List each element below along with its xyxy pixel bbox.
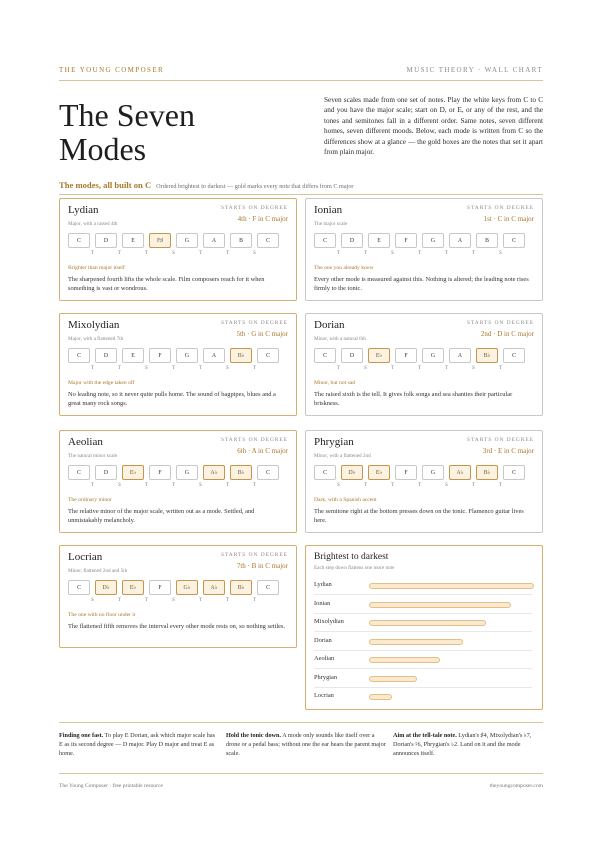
brightness-bar <box>369 602 511 608</box>
brightness-row <box>314 673 532 685</box>
step-label: S <box>364 366 367 371</box>
degree-value: 3rd · E in C major <box>482 447 534 455</box>
brightness-row <box>314 599 532 611</box>
degree-value: 2nd · D in C major <box>480 330 534 338</box>
tip-2: Hold the tonic down. A mode only sounds like itself over a drone or a pedal bass; without one the ear hears the parent major scale. <box>226 732 386 757</box>
mode-desc: Major, with a flattened 7th <box>68 336 124 342</box>
step-label: T <box>418 366 421 371</box>
note-row <box>68 580 279 595</box>
mode-desc: The natural minor scale <box>68 453 118 459</box>
step-label: S <box>172 598 175 603</box>
step-label: S <box>472 366 475 371</box>
step-label: T <box>445 366 448 371</box>
mode-desc: Minor, with a natural 6th <box>314 336 366 342</box>
note-box: D <box>95 465 117 480</box>
brightness-subtitle: Each step down flattens one more note <box>314 565 395 571</box>
tips-rule <box>59 722 543 723</box>
mode-desc: Minor, flattened 2nd and 5th <box>68 568 128 574</box>
note-box: D <box>95 233 117 248</box>
note-box: B <box>476 233 498 248</box>
step-label: T <box>145 598 148 603</box>
step-label: T <box>199 366 202 371</box>
mode-body: No leading note, so it never quite pulls home. The sound of bagpipes, blues and a great many rock songs. <box>68 391 276 407</box>
degree-label: STARTS ON DEGREE <box>220 437 288 443</box>
intro-text: Seven scales made from one set of notes. Play the white keys from C to C and you have the major scale; start on D, or E, or any of the rest, and the tones and semitones fall in a different order. Same notes, seven different homes, seven different moods. Below, each mode is written from C so the differences show at a glance — the gold boxes are the notes that set it apart from plain major. <box>324 96 543 157</box>
note-box: F <box>149 348 171 363</box>
note-box: G <box>176 233 198 248</box>
footer-url: theyoungcomposer.com <box>489 783 543 789</box>
mode-name: Ionian <box>314 204 343 216</box>
mode-card-lydian <box>59 198 297 301</box>
mode-body: The raised sixth is the tell. It gives folk songs and sea shanties their particular briskness. <box>314 391 513 407</box>
note-box: F <box>395 465 417 480</box>
note-box: G♭ <box>176 580 198 595</box>
note-row <box>314 465 525 480</box>
row-divider <box>314 687 532 688</box>
degree-value: 5th · G in C major <box>236 330 288 338</box>
mode-name: Mixolydian <box>68 319 120 331</box>
step-label: S <box>226 366 229 371</box>
note-box: C <box>68 580 90 595</box>
note-row <box>68 465 279 480</box>
mode-body: The sharpened fourth lifts the whole scale. Film composers reach for it when something is vast or wondrous. <box>68 276 265 292</box>
note-box: D♭ <box>341 465 363 480</box>
note-box: C <box>503 348 525 363</box>
step-label: T <box>199 598 202 603</box>
brightness-title: Brightest to darkest <box>314 552 389 562</box>
note-box: A <box>203 348 225 363</box>
brand-label: THE YOUNG COMPOSER <box>59 66 165 74</box>
step-label: T <box>145 251 148 256</box>
note-box: C <box>257 348 279 363</box>
mode-name: Aeolian <box>68 436 103 448</box>
brightness-row <box>314 691 532 703</box>
step-row <box>79 483 268 488</box>
mode-body: The flattened fifth removes the interval every other mode rests on, so nothing settles. <box>68 623 286 630</box>
note-box: G <box>176 465 198 480</box>
tip-1: Finding one fast. To play E Dorian, ask which major scale has E as its second degree — D major. Play D major and treat E as home. <box>59 732 216 757</box>
note-box: A <box>449 233 471 248</box>
row-divider <box>314 613 532 614</box>
footer <box>59 783 543 789</box>
note-row <box>68 233 279 248</box>
note-box: B♭ <box>230 580 252 595</box>
row-divider <box>314 631 532 632</box>
brightness-bar <box>369 657 440 663</box>
note-box: G <box>176 348 198 363</box>
brightness-row <box>314 580 532 592</box>
note-box: E♭ <box>122 580 144 595</box>
mode-tagline: Minor, but not sad <box>314 380 356 386</box>
row-divider <box>314 594 532 595</box>
mode-body: Every other mode is measured against this. Nothing is altered; the leading note rises firmly to the tonic. <box>314 276 529 292</box>
mode-tagline: Major with the edge taken off <box>68 380 135 386</box>
step-label: T <box>391 366 394 371</box>
step-label: T <box>337 366 340 371</box>
mode-name: Lydian <box>68 204 99 216</box>
brightness-bar <box>369 694 392 700</box>
step-label: S <box>445 483 448 488</box>
degree-value: 7th · B in C major <box>236 562 288 570</box>
note-box: B♭ <box>476 465 498 480</box>
note-box: B <box>230 233 252 248</box>
mode-card-dorian <box>305 313 543 416</box>
footer-left: The Young Composer · free printable resource <box>59 783 163 789</box>
note-box: C <box>68 233 90 248</box>
step-row <box>325 366 514 371</box>
note-box: F♯ <box>149 233 171 248</box>
note-box: E♭ <box>368 348 390 363</box>
step-label: T <box>253 483 256 488</box>
note-box: C <box>314 465 336 480</box>
note-box: C <box>314 233 336 248</box>
mode-name: Locrian <box>68 551 103 563</box>
note-box: A <box>449 348 471 363</box>
mode-tagline: The ordinary minor <box>68 497 112 503</box>
step-row <box>325 251 514 256</box>
step-label: T <box>364 251 367 256</box>
note-row <box>314 348 525 363</box>
section-heading: The modes, all built on C Ordered brightest to darkest — gold marks every note that differs from C major <box>59 180 354 190</box>
category-label: MUSIC THEORY · WALL CHART <box>406 66 543 74</box>
note-box: C <box>257 580 279 595</box>
note-box: F <box>395 348 417 363</box>
step-label: S <box>391 251 394 256</box>
step-row <box>79 251 268 256</box>
brightness-mode-label: Aeolian <box>314 655 335 662</box>
step-label: S <box>337 483 340 488</box>
row-divider <box>314 650 532 651</box>
note-box: C <box>314 348 336 363</box>
step-label: T <box>91 483 94 488</box>
step-label: T <box>226 483 229 488</box>
step-label: T <box>91 366 94 371</box>
step-label: T <box>145 483 148 488</box>
mode-tagline: The one you already know <box>314 265 374 271</box>
step-label: T <box>118 598 121 603</box>
note-box: F <box>395 233 417 248</box>
note-box: D♭ <box>95 580 117 595</box>
note-row <box>314 233 525 248</box>
step-label: S <box>253 251 256 256</box>
step-label: T <box>418 483 421 488</box>
note-box: A♭ <box>203 580 225 595</box>
note-box: C <box>503 465 525 480</box>
step-label: T <box>472 483 475 488</box>
note-row <box>68 348 279 363</box>
step-label: S <box>199 483 202 488</box>
note-box: E <box>368 233 390 248</box>
mode-body: The relative minor of the major scale, written out as a mode. Settled, and unmistakably melancholy. <box>68 508 255 524</box>
note-box: B♭ <box>476 348 498 363</box>
step-label: T <box>226 251 229 256</box>
step-label: T <box>337 251 340 256</box>
step-label: T <box>199 251 202 256</box>
step-label: S <box>118 483 121 488</box>
brightness-bar <box>369 620 486 626</box>
note-box: C <box>257 233 279 248</box>
brightness-panel <box>305 545 543 710</box>
degree-label: STARTS ON DEGREE <box>220 205 288 211</box>
note-box: F <box>149 580 171 595</box>
tip-3: Aim at the tell-tale note. Lydian's ♯4, Mixolydian's ♭7, Dorian's ♮6, Phrygian's ♭2. Land on it and the mode announces itself. <box>393 732 532 757</box>
brightness-bar <box>369 583 534 589</box>
step-label: T <box>391 483 394 488</box>
note-box: E <box>122 233 144 248</box>
step-label: T <box>226 598 229 603</box>
brightness-row <box>314 617 532 629</box>
step-label: T <box>172 483 175 488</box>
step-label: T <box>253 598 256 603</box>
degree-label: STARTS ON DEGREE <box>466 320 534 326</box>
row-divider <box>314 668 532 669</box>
degree-label: STARTS ON DEGREE <box>220 552 288 558</box>
note-box: G <box>422 233 444 248</box>
note-box: G <box>422 348 444 363</box>
step-row <box>325 483 514 488</box>
step-label: T <box>499 366 502 371</box>
note-box: D <box>341 348 363 363</box>
step-label: T <box>472 251 475 256</box>
mode-tagline: The one with no floor under it <box>68 612 136 618</box>
step-row <box>79 598 268 603</box>
degree-label: STARTS ON DEGREE <box>220 320 288 326</box>
note-box: E♭ <box>122 465 144 480</box>
step-label: S <box>172 251 175 256</box>
brightness-bar <box>369 639 463 645</box>
page-title: The Seven Modes <box>59 97 195 167</box>
mode-tagline: Brighter than major itself <box>68 265 125 271</box>
brightness-bar <box>369 676 417 682</box>
step-label: T <box>253 366 256 371</box>
footer-rule <box>59 773 543 774</box>
mode-name: Dorian <box>314 319 345 331</box>
brightness-row <box>314 636 532 648</box>
brightness-mode-label: Lydian <box>314 581 332 588</box>
note-box: A♭ <box>203 465 225 480</box>
note-box: F <box>149 465 171 480</box>
brightness-mode-label: Mixolydian <box>314 618 344 625</box>
mode-name: Phrygian <box>314 436 354 448</box>
note-box: B♭ <box>230 348 252 363</box>
note-box: D <box>95 348 117 363</box>
mode-card-phrygian <box>305 430 543 533</box>
note-box: C <box>68 348 90 363</box>
degree-value: 4th · F in C major <box>237 215 288 223</box>
degree-label: STARTS ON DEGREE <box>466 205 534 211</box>
mode-tagline: Dark, with a Spanish accent <box>314 497 377 503</box>
step-label: S <box>145 366 148 371</box>
step-label: T <box>418 251 421 256</box>
degree-label: STARTS ON DEGREE <box>466 437 534 443</box>
note-box: E <box>122 348 144 363</box>
degree-value: 6th · A in C major <box>237 447 288 455</box>
step-label: S <box>499 251 502 256</box>
note-box: C <box>257 465 279 480</box>
mode-desc: Minor, with a flattened 2nd <box>314 453 371 459</box>
mode-body: The semitone right at the bottom presses down on the tonic. Flamenco guitar lives here. <box>314 508 524 524</box>
mode-card-ionian <box>305 198 543 301</box>
step-label: T <box>118 251 121 256</box>
note-box: E♭ <box>368 465 390 480</box>
note-box: C <box>68 465 90 480</box>
note-box: A <box>203 233 225 248</box>
step-label: S <box>91 598 94 603</box>
note-box: A♭ <box>449 465 471 480</box>
mode-card-aeolian <box>59 430 297 533</box>
mode-card-mixolydian <box>59 313 297 416</box>
note-box: G <box>422 465 444 480</box>
top-bar <box>59 66 543 74</box>
step-label: T <box>118 366 121 371</box>
brightness-mode-label: Locrian <box>314 692 334 699</box>
step-label: T <box>91 251 94 256</box>
brightness-mode-label: Phrygian <box>314 673 338 681</box>
note-box: B♭ <box>230 465 252 480</box>
degree-value: 1st · C in C major <box>483 215 534 223</box>
mode-card-locrian <box>59 545 297 648</box>
mode-desc: Major, with a raised 4th <box>68 221 118 227</box>
mode-desc: The major scale <box>314 221 348 227</box>
step-row <box>79 366 268 371</box>
step-label: T <box>499 483 502 488</box>
brightness-mode-label: Ionian <box>314 599 331 607</box>
note-box: D <box>341 233 363 248</box>
section-rule <box>59 194 543 195</box>
step-label: T <box>445 251 448 256</box>
brightness-mode-label: Dorian <box>314 636 332 644</box>
brightness-row <box>314 654 532 666</box>
note-box: C <box>503 233 525 248</box>
header-rule <box>59 80 543 81</box>
step-label: T <box>364 483 367 488</box>
step-label: T <box>172 366 175 371</box>
